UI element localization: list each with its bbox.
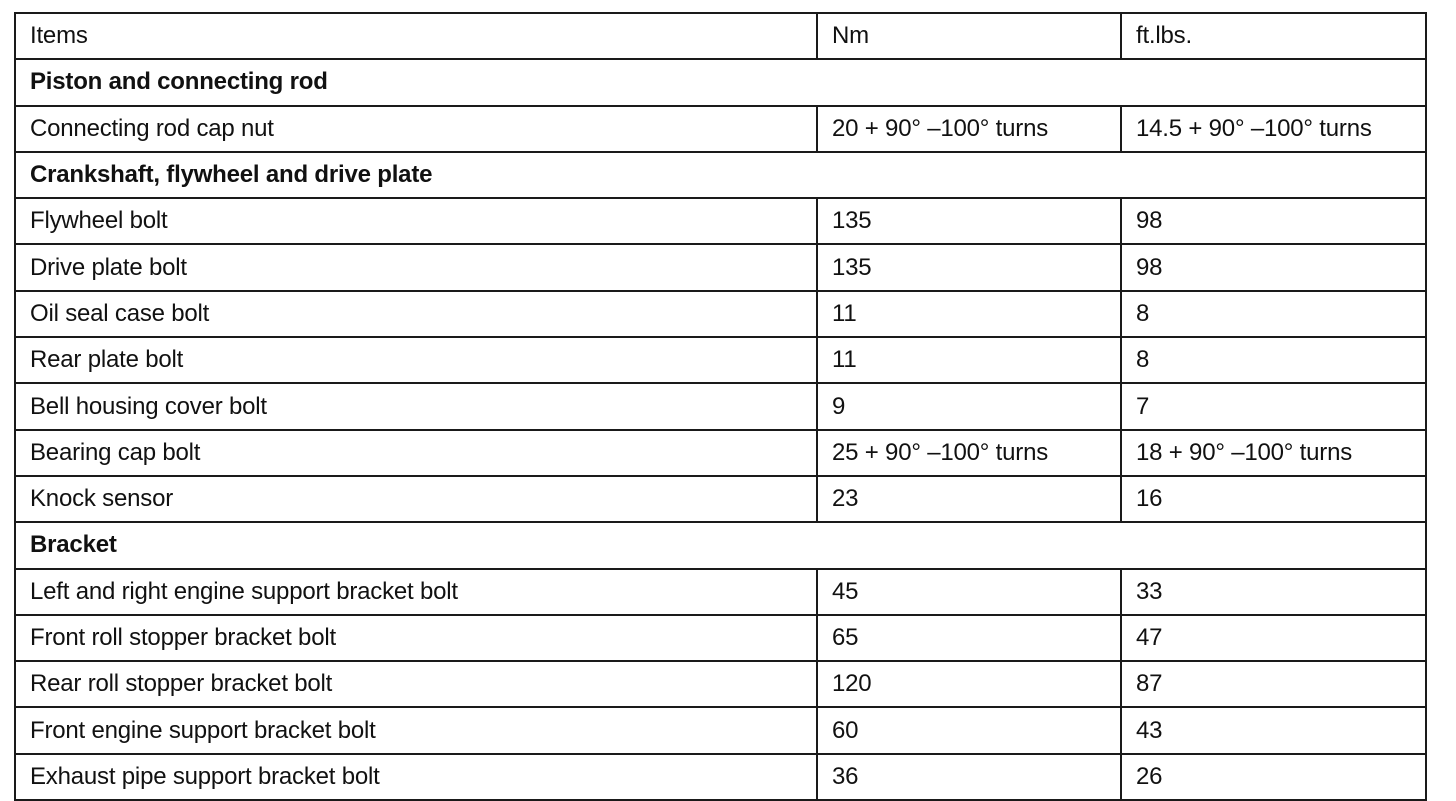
item-cell: Left and right engine support bracket bolt [15,569,817,615]
header-nm: Nm [817,13,1121,59]
ftlbs-cell: 14.5 + 90° –100° turns [1121,106,1426,152]
section-row [15,522,1426,568]
nm-cell: 120 [817,661,1121,707]
nm-cell: 36 [817,754,1121,800]
table-row [15,430,1426,476]
nm-cell: 11 [817,291,1121,337]
table-row [15,476,1426,522]
section-title: Bracket [15,522,1426,568]
ftlbs-cell: 98 [1121,198,1426,244]
table-row [15,615,1426,661]
table-row [15,707,1426,753]
item-cell: Rear roll stopper bracket bolt [15,661,817,707]
ftlbs-cell: 43 [1121,707,1426,753]
table-row [15,569,1426,615]
nm-cell: 23 [817,476,1121,522]
ftlbs-cell: 98 [1121,244,1426,290]
ftlbs-cell: 26 [1121,754,1426,800]
item-cell: Connecting rod cap nut [15,106,817,152]
item-cell: Flywheel bolt [15,198,817,244]
item-cell: Front roll stopper bracket bolt [15,615,817,661]
item-cell: Front engine support bracket bolt [15,707,817,753]
nm-cell: 20 + 90° –100° turns [817,106,1121,152]
nm-cell: 9 [817,383,1121,429]
table-row [15,106,1426,152]
nm-cell: 135 [817,198,1121,244]
item-cell: Exhaust pipe support bracket bolt [15,754,817,800]
section-title: Piston and connecting rod [15,59,1426,105]
item-cell: Bearing cap bolt [15,430,817,476]
table-row [15,754,1426,800]
nm-cell: 60 [817,707,1121,753]
table-body [15,13,1426,800]
section-row [15,152,1426,198]
header-items: Items [15,13,817,59]
item-cell: Knock sensor [15,476,817,522]
ftlbs-cell: 47 [1121,615,1426,661]
nm-cell: 11 [817,337,1121,383]
header-row [15,13,1426,59]
ftlbs-cell: 7 [1121,383,1426,429]
ftlbs-cell: 16 [1121,476,1426,522]
item-cell: Oil seal case bolt [15,291,817,337]
ftlbs-cell: 33 [1121,569,1426,615]
item-cell: Bell housing cover bolt [15,383,817,429]
item-cell: Rear plate bolt [15,337,817,383]
table-row [15,661,1426,707]
header-ftlbs: ft.lbs. [1121,13,1426,59]
table-row [15,291,1426,337]
item-cell: Drive plate bolt [15,244,817,290]
ftlbs-cell: 18 + 90° –100° turns [1121,430,1426,476]
nm-cell: 135 [817,244,1121,290]
section-row [15,59,1426,105]
nm-cell: 25 + 90° –100° turns [817,430,1121,476]
ftlbs-cell: 8 [1121,291,1426,337]
table-row [15,337,1426,383]
torque-spec-table [14,12,1427,801]
table-row [15,244,1426,290]
table-row [15,198,1426,244]
nm-cell: 45 [817,569,1121,615]
section-title: Crankshaft, flywheel and drive plate [15,152,1426,198]
ftlbs-cell: 8 [1121,337,1426,383]
table-row [15,383,1426,429]
nm-cell: 65 [817,615,1121,661]
ftlbs-cell: 87 [1121,661,1426,707]
